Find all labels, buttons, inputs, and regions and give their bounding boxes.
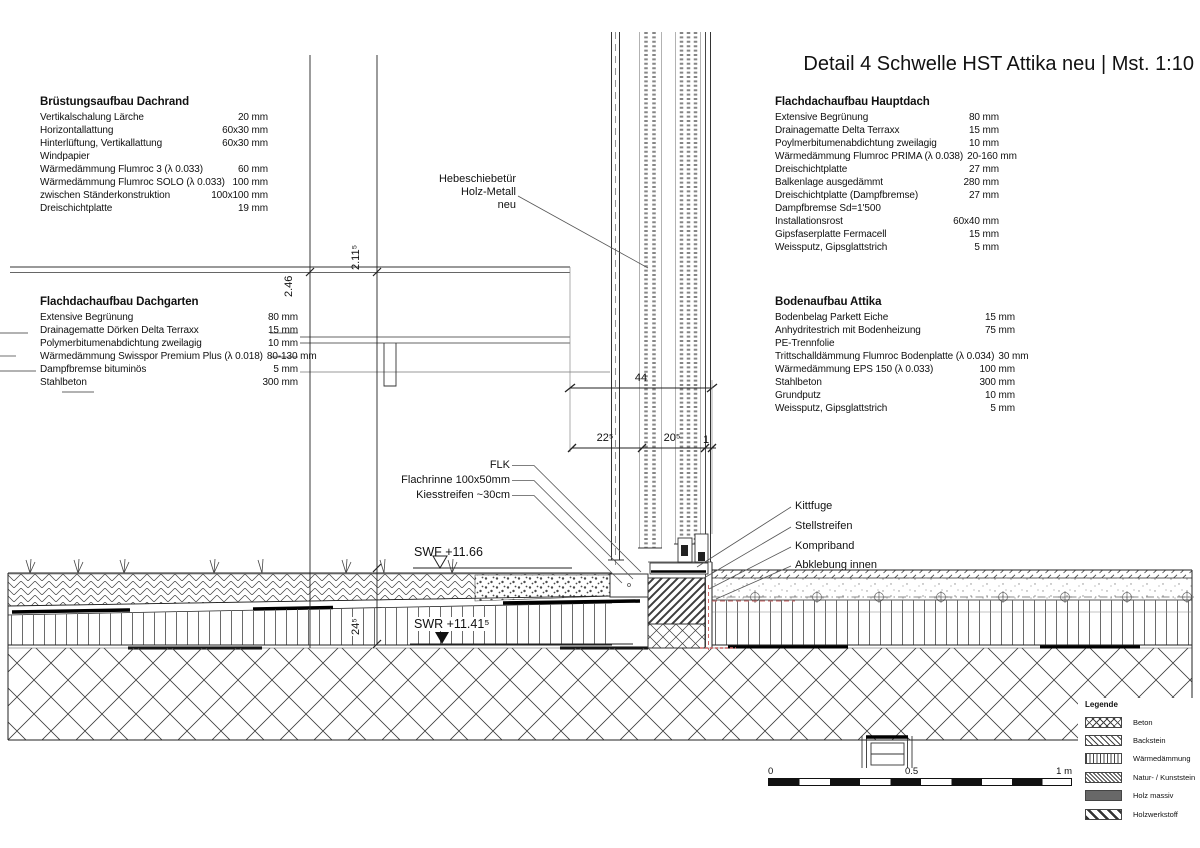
spec-row bbox=[40, 311, 298, 324]
dim-height-right: 2.11⁵ bbox=[350, 244, 362, 270]
spec-row-value: 30 mm bbox=[998, 351, 1029, 362]
spec-row-label: Grundputz bbox=[775, 390, 821, 401]
holz-massiv-hatch-swatch bbox=[1085, 790, 1122, 801]
legend-item-label: Natur- / Kunststein bbox=[1133, 772, 1196, 782]
spec-row-label: Dampfbremse bituminös bbox=[40, 364, 147, 375]
legend-item-label: Wärmedämmung bbox=[1133, 754, 1191, 764]
door-label bbox=[420, 173, 516, 212]
kittfuge-label: Kittfuge bbox=[795, 500, 833, 512]
spec-row-label: Windpapier bbox=[40, 151, 90, 162]
dim-width-left: 22⁵ bbox=[596, 432, 614, 444]
flachrinne-label: Flachrinne 100x50mm bbox=[401, 474, 510, 486]
spec-row-value: 5 mm bbox=[974, 242, 999, 253]
spec-row-label: Dreischichtplatte (Dampfbremse) bbox=[775, 190, 919, 201]
spec-row bbox=[40, 363, 298, 376]
attika-floor-layers bbox=[712, 562, 1194, 648]
spec-row-value: 100x100 mm bbox=[211, 190, 268, 201]
spec-row bbox=[40, 376, 298, 389]
spec-row bbox=[775, 376, 1015, 389]
spec-row-label: Dreischichtplatte bbox=[775, 164, 848, 175]
spec-row bbox=[775, 111, 999, 124]
leader-lines bbox=[512, 196, 791, 599]
spec-row bbox=[775, 163, 999, 176]
spec-row bbox=[40, 124, 268, 137]
spec-row-label: Bodenbelag Parkett Eiche bbox=[775, 312, 889, 323]
spec-row-value: 60 mm bbox=[237, 164, 268, 175]
spec-row-label: Extensive Begrünung bbox=[40, 312, 134, 323]
spec-block-flachdachaufbau-dachgarten bbox=[40, 295, 317, 389]
spec-row-label: Wärmedämmung Flumroc PRIMA (λ 0.038) bbox=[775, 151, 964, 162]
spec-row bbox=[40, 350, 317, 363]
spec-row-label: Drainagematte Delta Terraxx bbox=[775, 125, 900, 136]
legend-title: Legende bbox=[1085, 700, 1118, 709]
dim-height-threshold: 24⁵ bbox=[350, 618, 362, 635]
spec-block-flachdachaufbau-hauptdach bbox=[775, 95, 1017, 254]
scale-bar-graphic bbox=[768, 778, 1072, 786]
spec-row bbox=[40, 150, 268, 163]
spec-row-label: Weissputz, Gipsglattstrich bbox=[775, 242, 888, 253]
spec-row-value: 60x30 mm bbox=[222, 138, 268, 149]
spec-row-value: 20-160 mm bbox=[967, 151, 1017, 162]
spec-row-label: Gipsfaserplatte Fermacell bbox=[775, 229, 887, 240]
spec-row-label: Balkenlage ausgedämmt bbox=[775, 177, 883, 188]
spec-row-label: Trittschalldämmung Flumroc Bodenplatte (λ 0.034) bbox=[775, 351, 995, 362]
legend-item-label: Holzwerkstoff bbox=[1133, 809, 1178, 819]
spec-title: Brüstungsaufbau Dachrand bbox=[40, 96, 190, 108]
spec-row-value: 80 mm bbox=[968, 112, 999, 123]
spec-row-value: 5 mm bbox=[990, 403, 1015, 414]
door-label-line1: Hebeschiebetür bbox=[438, 173, 516, 185]
spec-row-value: 5 mm bbox=[273, 364, 298, 375]
spec-row bbox=[775, 350, 1029, 363]
spec-row bbox=[775, 215, 999, 228]
spec-row-value: 75 mm bbox=[984, 325, 1015, 336]
recess-box-detail bbox=[862, 736, 912, 768]
legend-item bbox=[1085, 768, 1200, 786]
kompriband-label: Kompriband bbox=[795, 540, 855, 552]
spec-row bbox=[40, 176, 268, 189]
spec-row bbox=[40, 337, 298, 350]
legend-item-label: Holz massiv bbox=[1133, 791, 1174, 801]
spec-row bbox=[775, 402, 1015, 415]
spec-row-label: Stahlbeton bbox=[40, 377, 87, 388]
spec-title: Flachdachaufbau Hauptdach bbox=[775, 96, 930, 108]
spec-row-label: Extensive Begrünung bbox=[775, 112, 869, 123]
scale-bar bbox=[768, 766, 1072, 786]
spec-title: Bodenaufbau Attika bbox=[775, 296, 882, 308]
dim-height-left: 2.46 bbox=[283, 275, 295, 297]
spec-block-bodenaufbau-attika bbox=[775, 295, 1029, 415]
scale-label-middle: 0.5 bbox=[905, 766, 919, 777]
spec-row-label: Stahlbeton bbox=[775, 377, 822, 388]
spec-row-label: Poylmerbitumenabdichtung zweilagig bbox=[775, 138, 937, 149]
spec-row-value: 60x30 mm bbox=[222, 125, 268, 136]
spec-row-label: Wärmedämmung Swisspor Premium Plus (λ 0.018) bbox=[40, 351, 263, 362]
spec-row-value: 280 mm bbox=[963, 177, 999, 188]
spec-row-value: 100 mm bbox=[232, 177, 268, 188]
spec-row-label: Anhydritestrich mit Bodenheizung bbox=[775, 325, 921, 336]
spec-row-label: Wärmedämmung EPS 150 (λ 0.033) bbox=[775, 364, 934, 375]
legend-item-label: Backstein bbox=[1133, 736, 1166, 746]
spec-row bbox=[40, 202, 268, 215]
dim-width-right: 20⁵ bbox=[663, 432, 681, 444]
scale-label-end: 1 m bbox=[1056, 766, 1072, 777]
legend-item bbox=[1085, 731, 1200, 749]
dim-width-total: 44 bbox=[634, 372, 648, 384]
spec-row-value: 300 mm bbox=[262, 377, 298, 388]
spec-row bbox=[40, 189, 268, 202]
spec-row bbox=[775, 324, 1015, 337]
spec-row-value: 19 mm bbox=[237, 203, 268, 214]
legend-item bbox=[1085, 713, 1200, 731]
naturstein-hatch-swatch bbox=[1085, 772, 1122, 783]
dim-width-edge: 1 bbox=[702, 434, 710, 446]
spec-row-value: 10 mm bbox=[968, 138, 999, 149]
level-swr bbox=[412, 617, 491, 631]
spec-row-value: 10 mm bbox=[267, 338, 298, 349]
legend-item bbox=[1085, 787, 1200, 805]
spec-row bbox=[40, 163, 268, 176]
spec-title: Flachdachaufbau Dachgarten bbox=[40, 296, 199, 308]
spec-row bbox=[40, 137, 268, 150]
spec-row bbox=[775, 137, 999, 150]
spec-row-value: 300 mm bbox=[979, 377, 1015, 388]
spec-row-label: Weissputz, Gipsglattstrich bbox=[775, 403, 888, 414]
kiesstreifen-label: Kiesstreifen ~30cm bbox=[416, 489, 510, 501]
stellstreifen-label: Stellstreifen bbox=[795, 520, 853, 532]
spec-row bbox=[775, 176, 999, 189]
spec-row bbox=[40, 111, 268, 124]
spec-row-value: 80-130 mm bbox=[266, 351, 317, 362]
spec-row-value: 27 mm bbox=[968, 190, 999, 201]
level-swf: SWF +11.66 bbox=[414, 545, 483, 559]
spec-row-label: Installationsrost bbox=[775, 216, 843, 227]
legend-item bbox=[1085, 805, 1200, 823]
spec-row-value: 15 mm bbox=[968, 229, 999, 240]
legend-item bbox=[1085, 750, 1200, 768]
spec-row-label: Dreischichtplatte bbox=[40, 203, 113, 214]
door-label-line2: Holz-Metall bbox=[460, 186, 516, 198]
spec-row bbox=[775, 389, 1015, 402]
grass-tufts bbox=[26, 559, 457, 573]
spec-row-value: 10 mm bbox=[984, 390, 1015, 401]
legend bbox=[1085, 700, 1200, 823]
spec-row bbox=[775, 363, 1015, 376]
spec-row-value: 15 mm bbox=[267, 325, 298, 336]
spec-row-label: Vertikalschalung Lärche bbox=[40, 112, 144, 123]
spec-row bbox=[40, 324, 298, 337]
abklebung-innen-label: Abklebung innen bbox=[795, 559, 877, 571]
spec-row bbox=[775, 337, 1015, 350]
flk-label: FLK bbox=[489, 459, 510, 471]
spec-row-label: zwischen Ständerkonstruktion bbox=[40, 190, 171, 201]
spec-row-value: 80 mm bbox=[267, 312, 298, 323]
level-swr-text: SWR +11.41⁵ bbox=[414, 617, 490, 631]
spec-row-label: Hinterlüftung, Vertikallattung bbox=[40, 138, 163, 149]
scale-label-start: 0 bbox=[768, 766, 774, 777]
spec-row-value: 15 mm bbox=[984, 312, 1015, 323]
holzwerkstoff-hatch-swatch bbox=[1085, 809, 1122, 820]
backstein-hatch-swatch bbox=[1085, 735, 1122, 746]
page-title: Detail 4 Schwelle HST Attika neu | Mst. 1:10 bbox=[803, 53, 1194, 76]
spec-row bbox=[775, 311, 1015, 324]
spec-row-value: 20 mm bbox=[237, 112, 268, 123]
beton-hatch-swatch bbox=[1085, 717, 1122, 728]
spec-block-bruestungsaufbau-dachrand bbox=[40, 95, 268, 215]
daemmung-hatch-swatch bbox=[1085, 753, 1122, 764]
spec-row-label: Horizontallattung bbox=[40, 125, 114, 136]
spec-row-label: Dampfbremse Sd=1'500 bbox=[775, 203, 881, 214]
spec-row-value: 27 mm bbox=[968, 164, 999, 175]
spec-row-label: PE-Trennfolie bbox=[775, 338, 835, 349]
spec-row bbox=[775, 124, 999, 137]
spec-row bbox=[775, 241, 999, 254]
legend-item-label: Beton bbox=[1133, 717, 1153, 727]
door-label-line3: neu bbox=[497, 199, 516, 211]
spec-row-value: 100 mm bbox=[979, 364, 1015, 375]
spec-row bbox=[775, 189, 999, 202]
spec-row-label: Drainagematte Dörken Delta Terraxx bbox=[40, 325, 199, 336]
spec-row-value: 60x40 mm bbox=[953, 216, 999, 227]
spec-row bbox=[775, 228, 999, 241]
spec-row bbox=[775, 202, 999, 215]
spec-row-value: 15 mm bbox=[968, 125, 999, 136]
spec-row-label: Wärmedämmung Flumroc 3 (λ 0.033) bbox=[40, 164, 203, 175]
roofgarden-layers bbox=[8, 559, 648, 648]
spec-row-label: Wärmedämmung Flumroc SOLO (λ 0.033) bbox=[40, 177, 225, 188]
spec-row-label: Polymerbitumenabdichtung zweilagig bbox=[40, 338, 202, 349]
spec-row bbox=[775, 150, 1017, 163]
